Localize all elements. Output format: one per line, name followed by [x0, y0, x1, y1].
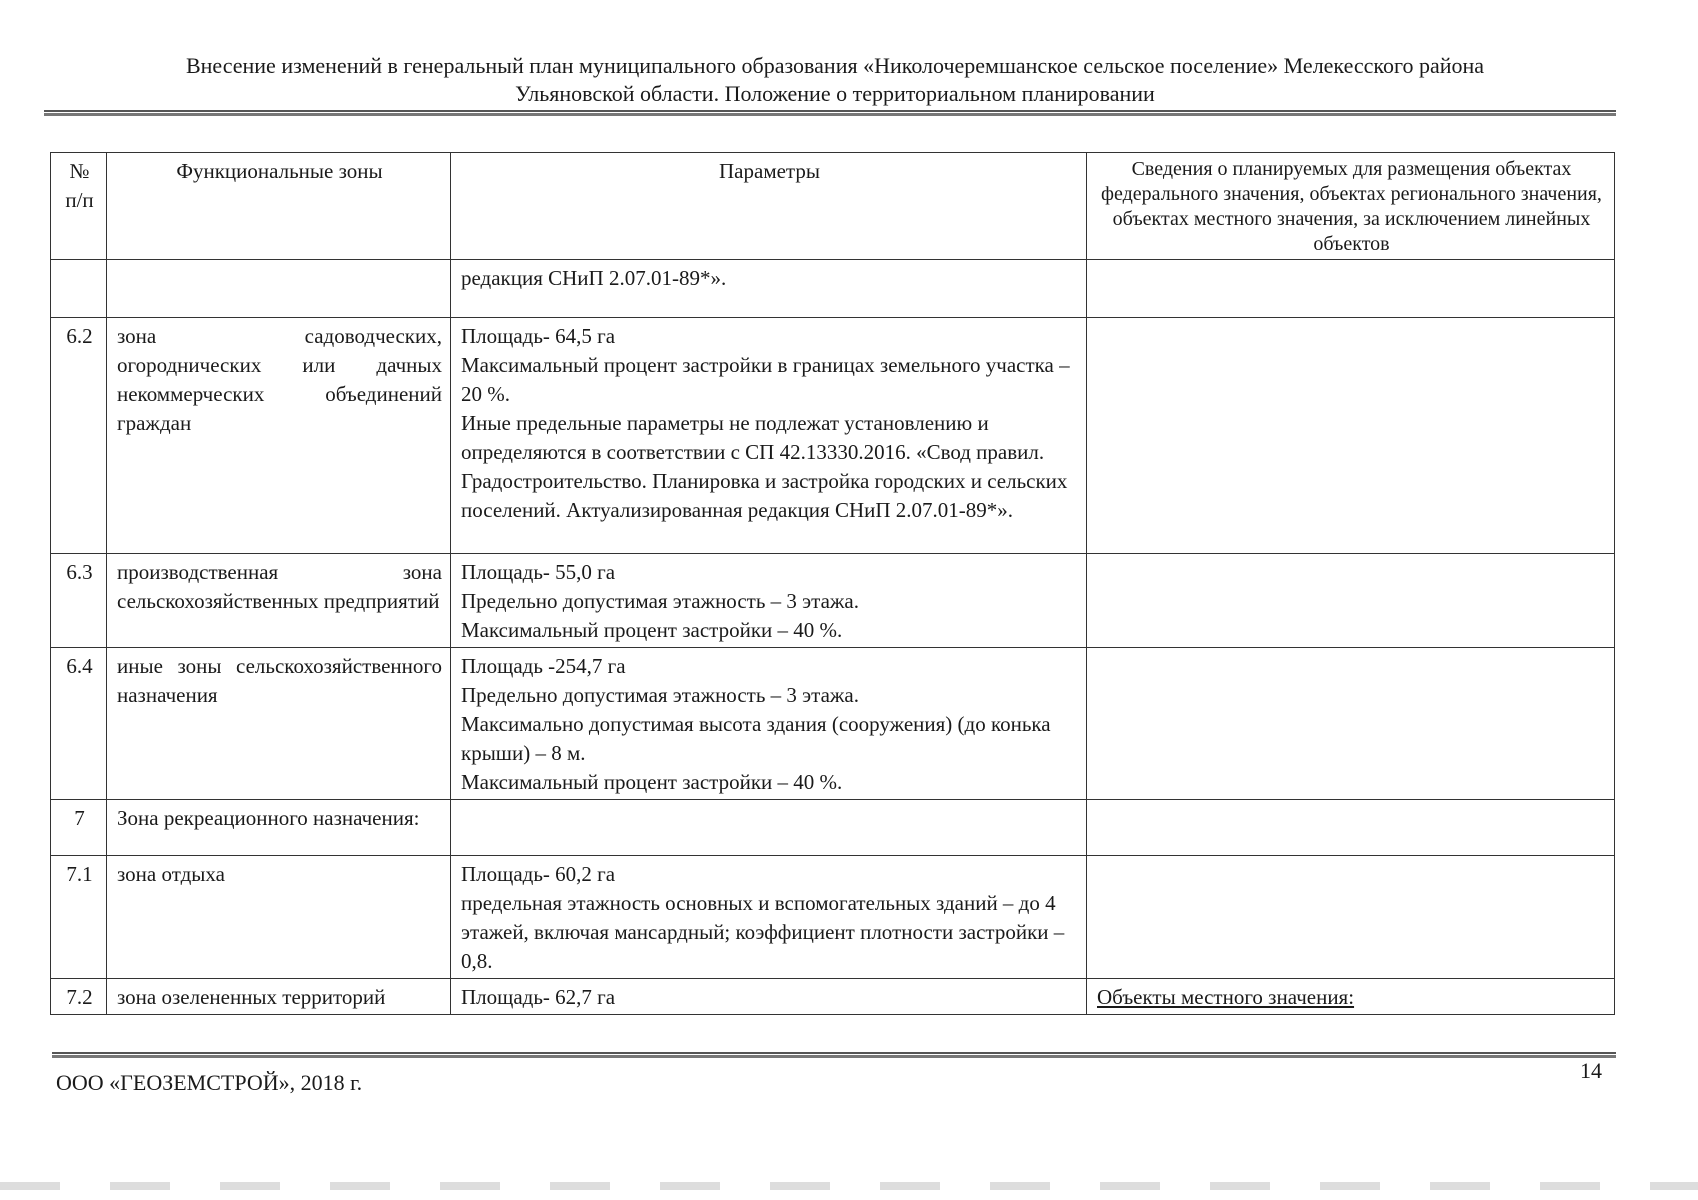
footer-company: ООО «ГЕОЗЕМСТРОЙ», 2018 г. [56, 1070, 363, 1095]
row-zone: Зона рекреационного назначения: [107, 800, 451, 856]
row-zone: зона озелененных территорий [107, 979, 451, 1015]
table-row [51, 979, 1615, 1015]
footer-rule [52, 1052, 1616, 1058]
table-row [51, 554, 1615, 648]
header-info: Сведения о планируемых для размещения объектах федерального значения, объектах регионального значения, объектах местного значения, за исключением линейных объектов [1087, 153, 1615, 260]
param-line: Максимальный процент застройки в границах земельного участка – 20 %. [461, 353, 1070, 406]
table-row [51, 800, 1615, 856]
param-line: Площадь -254,7 га [461, 654, 626, 678]
row-info [1087, 554, 1615, 648]
row-zone: зона отдыха [107, 856, 451, 979]
row-params [451, 318, 1087, 554]
param-line: Предельно допустимая этажность – 3 этажа. [461, 683, 860, 707]
param-line: редакция СНиП 2.07.01-89*». [461, 266, 727, 290]
page-number: 14 [1580, 1058, 1602, 1083]
param-line: Максимальный процент застройки – 40 %. [461, 618, 843, 642]
param-line: Площадь- 55,0 га [461, 560, 616, 584]
info-text: Объекты местного значения: [1097, 985, 1355, 1009]
row-params [451, 979, 1087, 1015]
row-params [451, 856, 1087, 979]
table-header-row [51, 153, 1615, 260]
row-number: 7 [51, 800, 107, 856]
param-line: предельная этажность основных и вспомогательных зданий – до 4 этажей, включая мансардный; коэффициент плотности застройки – 0,8. [461, 891, 1065, 973]
row-number: 6.2 [51, 318, 107, 554]
row-params [451, 800, 1087, 856]
row-info [1087, 800, 1615, 856]
row-number: 6.4 [51, 648, 107, 800]
row-params [451, 554, 1087, 648]
row-number: 6.3 [51, 554, 107, 648]
param-line: Максимальный процент застройки – 40 %. [461, 770, 843, 794]
row-params [451, 260, 1087, 318]
param-line: Площадь- 64,5 га [461, 324, 616, 348]
header-rule [44, 110, 1616, 116]
param-line: Площадь- 60,2 га [461, 862, 616, 886]
header-params: Параметры [451, 153, 1087, 260]
row-number [51, 260, 107, 318]
row-info [1087, 648, 1615, 800]
param-line: Предельно допустимая этажность – 3 этажа. [461, 589, 860, 613]
table-row [51, 856, 1615, 979]
row-info [1087, 856, 1615, 979]
header-zones: Функциональные зоны [107, 153, 451, 260]
row-zone: производственная зона сельскохозяйственных предприятий [107, 554, 451, 648]
row-zone [107, 260, 451, 318]
zones-table [50, 152, 1615, 1015]
document-header [40, 52, 1630, 108]
row-number: 7.1 [51, 856, 107, 979]
param-line: Площадь- 62,7 га [461, 985, 616, 1009]
header-line-2: Ульяновской области. Положение о территориальном планировании [515, 81, 1155, 106]
param-line: Максимально допустимая высота здания (сооружения) (до конька крыши) – 8 м. [461, 712, 1051, 765]
row-zone: зона садоводческих, огороднических или дачных некоммерческих объединений граждан [107, 318, 451, 554]
row-params [451, 648, 1087, 800]
row-info [1087, 318, 1615, 554]
table-row [51, 260, 1615, 318]
param-line: Иные предельные параметры не подлежат установлению и определяются в соответствии с СП 42.13330.2016. «Свод правил. Градостроительство. Планировка и застройка городских и сельских поселений. Актуализированная редакция СНиП 2.07.01-89*». [461, 411, 1068, 522]
row-info [1087, 260, 1615, 318]
scan-artifact [0, 1182, 1698, 1190]
row-zone: иные зоны сельскохозяйственного назначения [107, 648, 451, 800]
header-line-1: Внесение изменений в генеральный план муниципального образования «Николочеремшанское сельское поселение» Мелекесского района [185, 53, 1485, 78]
row-info [1087, 979, 1615, 1015]
row-number: 7.2 [51, 979, 107, 1015]
header-num: № п/п [51, 153, 107, 260]
table-row [51, 648, 1615, 800]
table-row [51, 318, 1615, 554]
